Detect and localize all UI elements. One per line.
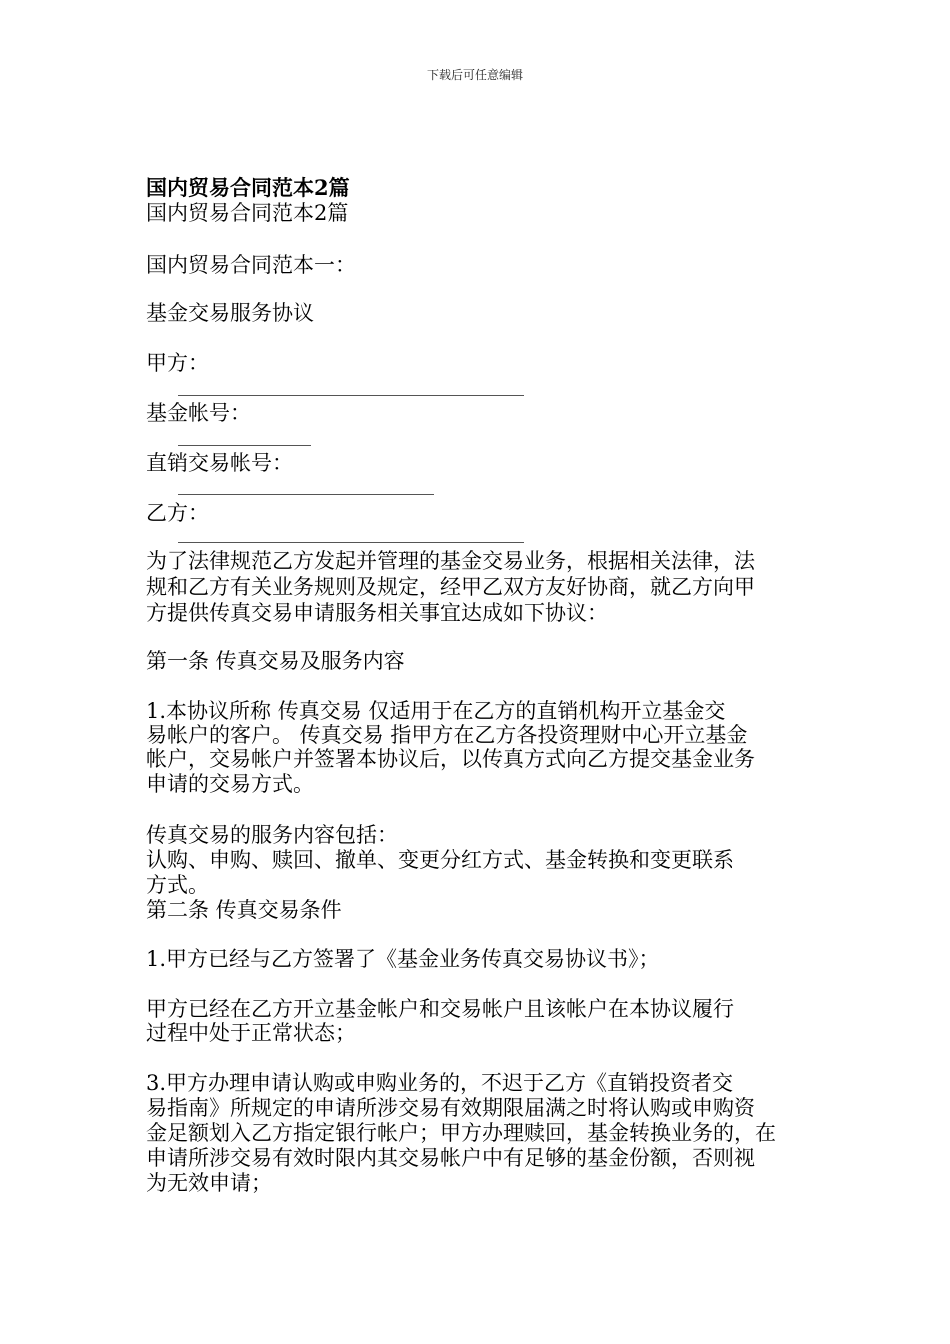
article1-p2-line-1: 传真交易的服务内容包括： xyxy=(146,823,398,847)
fund-account-label: 基金帐号： xyxy=(146,401,251,425)
fund-account-blank-line xyxy=(178,445,311,446)
direct-account-blank-line xyxy=(178,494,434,495)
article1-p2-line-3: 方式。 xyxy=(146,873,209,897)
article1-p1-line-4: 申请的交易方式。 xyxy=(146,772,314,796)
intro-line-3: 方提供传真交易申请服务相关事宜达成如下协议： xyxy=(146,601,608,625)
party-b-label: 乙方： xyxy=(146,501,209,525)
article1-heading: 第一条 传真交易及服务内容 xyxy=(146,649,405,673)
article2-p3-line-2: 易指南》所规定的申请所涉交易有效期限届满之时将认购或申购资 xyxy=(146,1096,755,1120)
article2-p3-line-4: 申请所涉交易有效时限内其交易帐户中有足够的基金份额，否则视 xyxy=(146,1146,755,1170)
article2-p2-line-2: 过程中处于正常状态； xyxy=(146,1021,356,1045)
section-heading: 国内贸易合同范本一： xyxy=(146,253,356,277)
article1-p2-line-2: 认购、申购、赎回、撤单、变更分红方式、基金转换和变更联系 xyxy=(146,848,734,872)
article1-p1-line-2: 易帐户的客户。 传真交易 指甲方在乙方各投资理财中心开立基金 xyxy=(146,723,748,747)
article2-p3-line-1: 3.甲方办理申请认购或申购业务的，不迟于乙方《直销投资者交 xyxy=(146,1071,734,1095)
party-b-blank-line xyxy=(178,542,524,543)
article2-p3-line-3: 金足额划入乙方指定银行帐户；甲方办理赎回，基金转换业务的，在 xyxy=(146,1121,776,1145)
article2-p1: 1.甲方已经与乙方签署了《基金业务传真交易协议书》； xyxy=(146,947,660,971)
article2-p2-line-1: 甲方已经在乙方开立基金帐户和交易帐户且该帐户在本协议履行 xyxy=(146,997,734,1021)
page-header-note: 下载后可任意编辑 xyxy=(426,68,523,82)
party-a-blank-line xyxy=(178,395,524,396)
document-title: 国内贸易合同范本2篇 xyxy=(146,201,349,225)
document-title-bold: 国内贸易合同范本2篇 xyxy=(146,175,350,200)
intro-line-1: 为了法律规范乙方发起并管理的基金交易业务，根据相关法律，法 xyxy=(146,549,755,573)
article1-p1-line-1: 1.本协议所称 传真交易 仅适用于在乙方的直销机构开立基金交 xyxy=(146,699,726,723)
agreement-title: 基金交易服务协议 xyxy=(146,301,314,325)
article1-p1-line-3: 帐户，交易帐户并签署本协议后，以传真方式向乙方提交基金业务 xyxy=(146,747,755,771)
article2-p3-line-5: 为无效申请； xyxy=(146,1171,272,1195)
party-a-label: 甲方： xyxy=(146,351,209,375)
direct-account-label: 直销交易帐号： xyxy=(146,451,293,475)
intro-line-2: 规和乙方有关业务规则及规定，经甲乙双方友好协商，就乙方向甲 xyxy=(146,575,755,599)
article2-heading: 第二条 传真交易条件 xyxy=(146,898,342,922)
